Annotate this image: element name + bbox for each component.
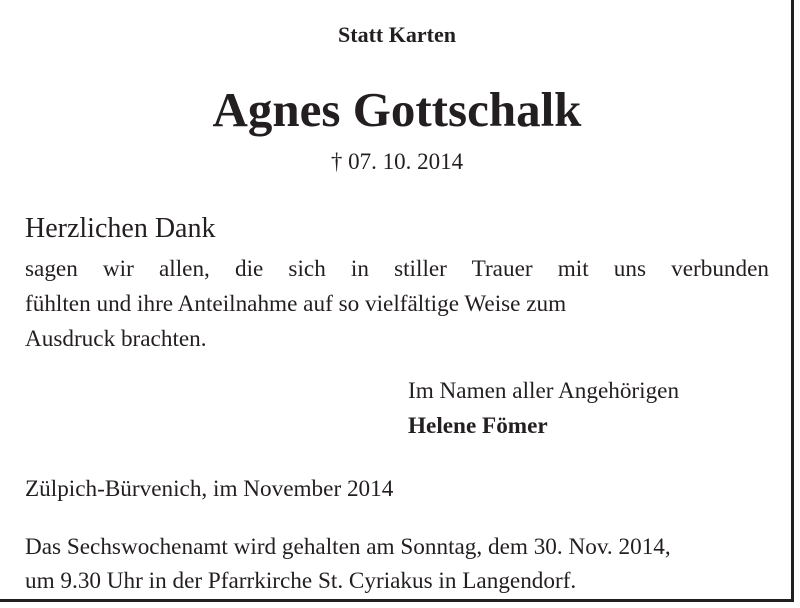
thanks-line: sagen wir allen, die sich in stiller Trauer mit uns verbunden: [25, 256, 769, 282]
deceased-name: Agnes Gottschalk: [212, 82, 582, 137]
signer-name: Helene Fömer: [408, 413, 548, 439]
pre-title: Statt Karten: [338, 22, 456, 47]
service-line: um 9.30 Uhr in der Pfarrkirche St. Cyriakus in Langendorf.: [25, 568, 577, 594]
signature-intro: Im Namen aller Angehörigen: [408, 378, 680, 404]
thanks-line: fühlten und ihre Anteilnahme auf so vielfältige Weise zum: [25, 291, 567, 317]
service-line: Das Sechswochenamt wird gehalten am Sonntag, dem 30. Nov. 2014,: [25, 534, 671, 560]
place-date: Zülpich-Bürvenich, im November 2014: [25, 476, 394, 502]
thanks-line: Ausdruck brachten.: [25, 326, 207, 352]
death-date: † 07. 10. 2014: [330, 149, 464, 174]
signature-block: [408, 374, 679, 444]
thanks-text: [25, 252, 769, 357]
service-info: [25, 530, 771, 598]
thanks-heading: Herzlichen Dank: [25, 213, 216, 244]
